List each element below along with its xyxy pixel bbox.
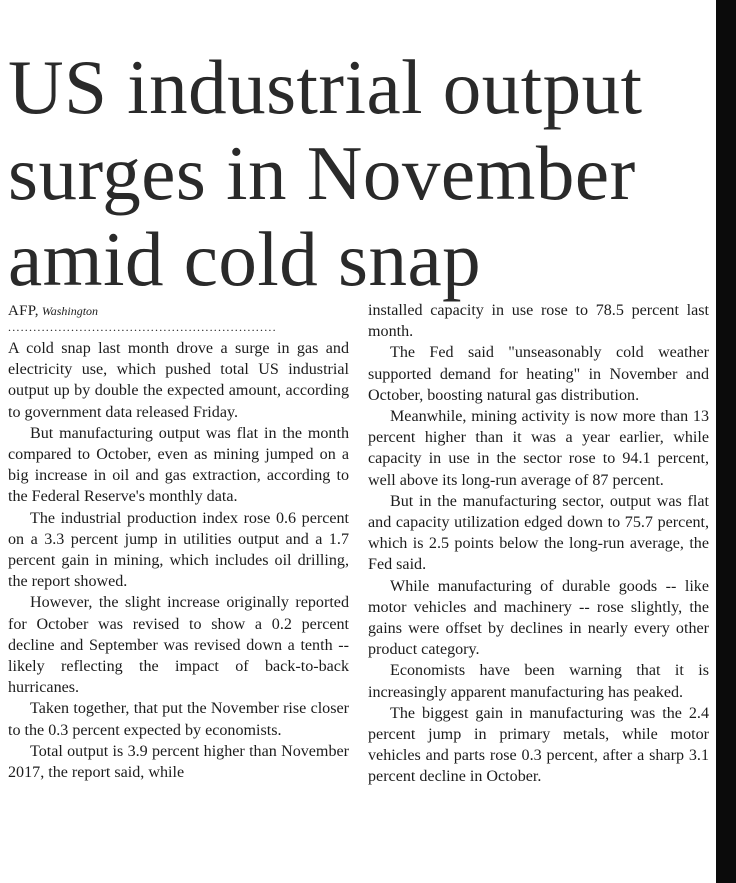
headline-line: surges in November xyxy=(8,130,636,216)
headline xyxy=(8,44,716,302)
paragraph: The Fed said "unseasonably cold weather supported demand for heating" in November and October, boosting natural gas distribution. xyxy=(368,344,709,404)
article-column-left xyxy=(8,302,349,783)
dotted-separator: ................................................................ xyxy=(8,322,277,334)
headline-line: US industrial output xyxy=(8,44,643,130)
byline xyxy=(8,302,349,322)
paragraph: While manufacturing of durable goods -- like motor vehicles and machinery -- rose slightly, the gains were offset by declines in nearly every other product category. xyxy=(368,577,709,659)
article-column-right xyxy=(368,300,709,788)
byline-place: Washington xyxy=(41,304,99,318)
headline-line: amid cold snap xyxy=(8,216,482,302)
paragraph: A cold snap last month drove a surge in gas and electricity use, which pushed total US industrial output up by double the expected amount, according to government data released Friday. xyxy=(8,340,349,421)
paragraph: Total output is 3.9 percent higher than November 2017, the report said, while xyxy=(8,742,349,782)
paragraph: However, the slight increase originally reported for October was revised to show a 0.2 percent decline and September was revised down a tenth -- likely reflecting the impact of back-to-back hurricanes. xyxy=(8,594,349,697)
byline-agency: AFP, xyxy=(8,303,39,319)
paragraph: Taken together, that put the November rise closer to the 0.3 percent expected by economists. xyxy=(8,700,349,739)
paragraph: The industrial production index rose 0.6 percent on a 3.3 percent jump in utilities output and a 1.7 percent gain in mining, which includes oil drilling, the report showed. xyxy=(8,509,349,591)
page-edge-shadow xyxy=(716,0,736,883)
paragraph: But manufacturing output was flat in the month compared to October, even as mining jumped on a big increase in oil and gas extraction, according to the Federal Reserve's monthly data. xyxy=(8,424,349,506)
paragraph: Meanwhile, mining activity is now more than 13 percent higher than it was a year earlier, while capacity in use in the sector rose to 94.1 percent, well above its long-run average of 87 percent. xyxy=(368,408,709,489)
paragraph: The biggest gain in manufacturing was the 2.4 percent jump in primary metals, while motor vehicles and parts rose 0.3 percent, after a sharp 3.1 percent decline in October. xyxy=(368,704,709,786)
paragraph: But in the manufacturing sector, output was flat and capacity utilization edged down to 75.7 percent, which is 2.5 points below the long-run average, the Fed said. xyxy=(368,492,709,574)
paragraph: Economists have been warning that it is increasingly apparent manufacturing has peaked. xyxy=(368,662,709,701)
paragraph: installed capacity in use rose to 78.5 percent last month. xyxy=(368,302,709,341)
